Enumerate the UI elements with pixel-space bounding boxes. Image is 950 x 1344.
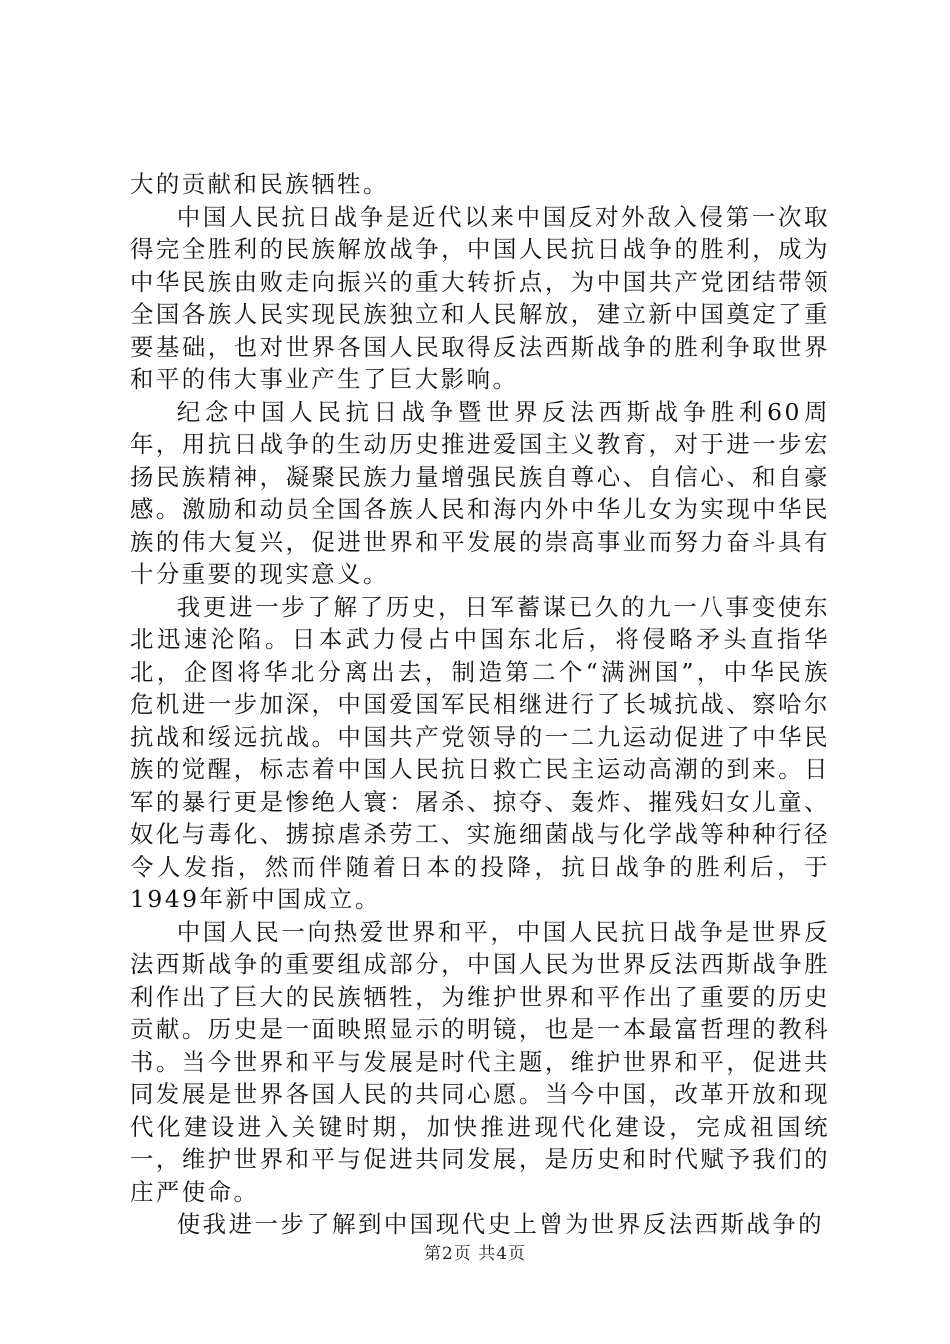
- paragraph: 中国人民一向热爱世界和平，中国人民抗日战争是世界反法西斯战争的重要组成部分，中国人民为世界反法西斯战争胜利作出了巨大的民族牺牲，为维护世界和平作出了重要的历史贡献。历史是一面映照显示的明镜，也是一本最富哲理的教科书。当今世界和平与发展是时代主题，维护世界和平，促进共同发展是世界各国人民的共同心愿。当今中国，改革开放和现代化建设进入关键时期，加快推进现代化建设，完成祖国统一，维护世界和平与促进共同发展，是历史和时代赋予我们的庄严使命。: [130, 917, 830, 1206]
- paragraph: 我更进一步了解了历史，日军蓄谋已久的九一八事变使东北迅速沦陷。日本武力侵占中国东北后，将侵略矛头直指华北，企图将华北分离出去，制造第二个“满洲国”，中华民族危机进一步加深，中国爱国军民相继进行了长城抗战、察哈尔抗战和绥远抗战。中国共产党领导的一二九运动促进了中华民族的觉醒，标志着中国人民抗日救亡民主运动高潮的到来。日军的暴行更是惨绝人寰：屠杀、掠夺、轰炸、摧残妇女儿童、奴化与毒化、掳掠虐杀劳工、实施细菌战与化学战等种种行径令人发指，然而伴随着日本的投降，抗日战争的胜利后，于1949年新中国成立。: [130, 592, 830, 913]
- document-body: [130, 168, 830, 1241]
- paragraph: 中国人民抗日战争是近代以来中国反对外敌入侵第一次取得完全胜利的民族解放战争，中国人民抗日战争的胜利，成为中华民族由败走向振兴的重大转折点，为中国共产党团结带领全国各族人民实现民族独立和人民解放，建立新中国奠定了重要基础，也对世界各国人民取得反法西斯战争的胜利争取世界和平的伟大事业产生了巨大影响。: [130, 202, 830, 393]
- paragraph-continued: 大的贡献和民族牺牲。: [130, 170, 389, 198]
- paragraph: 使我进一步了解到中国现代史上曾为世界反法西斯战争的: [176, 1210, 825, 1238]
- page-number-footer: 第2页 共4页: [423, 1244, 527, 1264]
- paragraph: 纪念中国人民抗日战争暨世界反法西斯战争胜利60周年，用抗日战争的生动历史推进爱国主义教育，对于进一步宏扬民族精神，凝聚民族力量增强民族自尊心、自信心、和自豪感。激励和动员全国各族人民和海内外中华儿女为实现中华民族的伟大复兴，促进世界和平发展的崇高事业而努力奋斗具有十分重要的现实意义。: [130, 397, 830, 588]
